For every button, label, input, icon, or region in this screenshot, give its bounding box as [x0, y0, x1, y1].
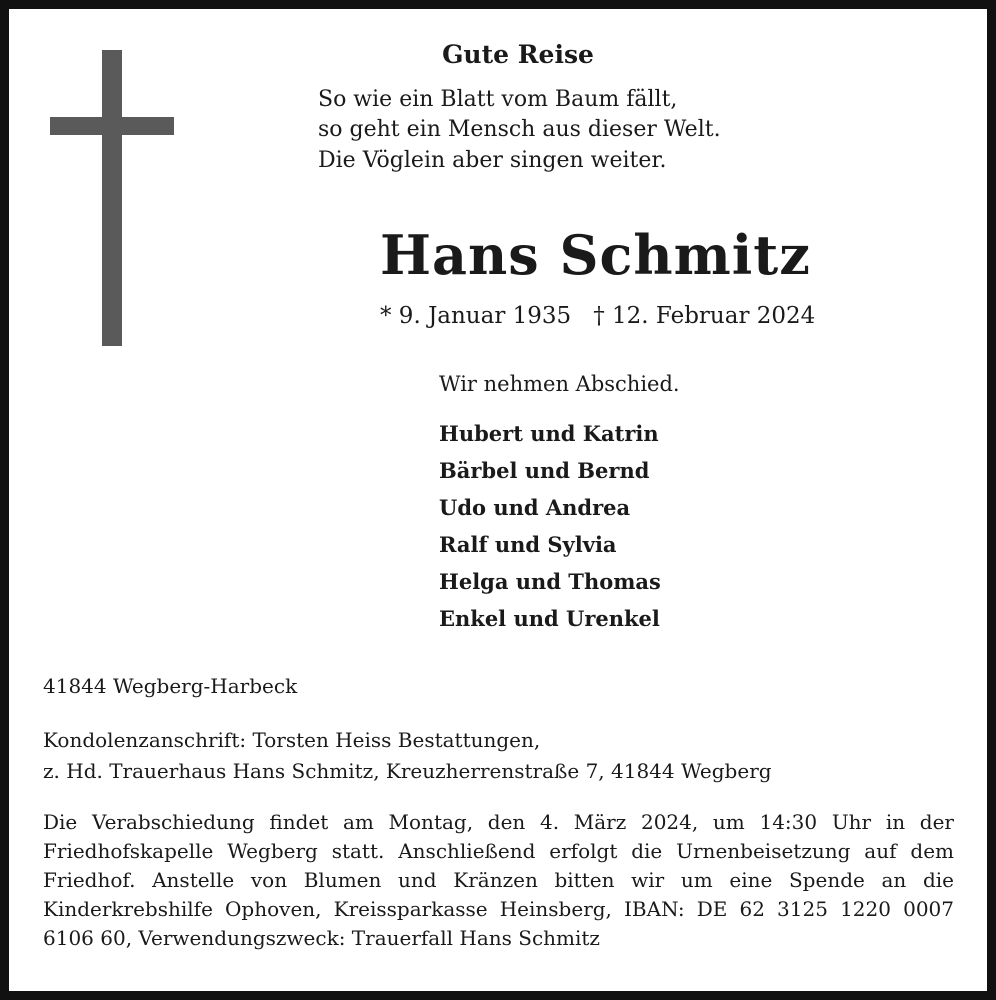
life-dates [380, 301, 815, 331]
death-date: † 12. Februar 2024 [593, 303, 816, 329]
poem-line-2: so geht ein Mensch aus dieser Welt. [318, 117, 721, 142]
deceased-name: Hans Schmitz [380, 223, 811, 287]
mourner-item: Hubert und Katrin [439, 421, 659, 446]
mourner-item: Ralf und Sylvia [439, 532, 617, 557]
mourner-item: Bärbel und Bernd [439, 458, 650, 483]
farewell-text: Wir nehmen Abschied. [439, 372, 680, 396]
condolence-address-line-1: Kondolenzanschrift: Torsten Heiss Bestattungen, [43, 728, 541, 752]
poem-line-3: Die Vöglein aber singen weiter. [318, 148, 667, 173]
service-details: Die Verabschiedung findet am Montag, den 4. März 2024, um 14:30 Uhr in der Friedhofskapelle Wegberg statt. Anschließend erfolgt die Urnenbeisetzung auf dem Friedhof. Anstelle von Blumen und Kränzen bitten wir um eine Spende an die Kinderkrebshilfe Ophoven, Kreissparkasse Heinsberg, IBAN: DE 62 3125 1220 0007 6106 60, Verwendungszweck: Trauerfall Hans Schmitz [43, 810, 954, 950]
mourner-item: Helga und Thomas [439, 569, 661, 594]
birth-date: * 9. Januar 1935 [380, 303, 572, 329]
cross-horizontal-beam [50, 117, 174, 135]
cross-vertical-beam [102, 50, 122, 346]
poem-line-1: So wie ein Blatt vom Baum fällt, [318, 87, 678, 112]
mourner-item: Enkel und Urenkel [439, 606, 660, 631]
residence-place: 41844 Wegberg-Harbeck [43, 674, 298, 698]
poem-title: Gute Reise [442, 40, 594, 69]
condolence-address-line-2: z. Hd. Trauerhaus Hans Schmitz, Kreuzherrenstraße 7, 41844 Wegberg [43, 759, 772, 783]
mourner-item: Udo und Andrea [439, 495, 631, 520]
